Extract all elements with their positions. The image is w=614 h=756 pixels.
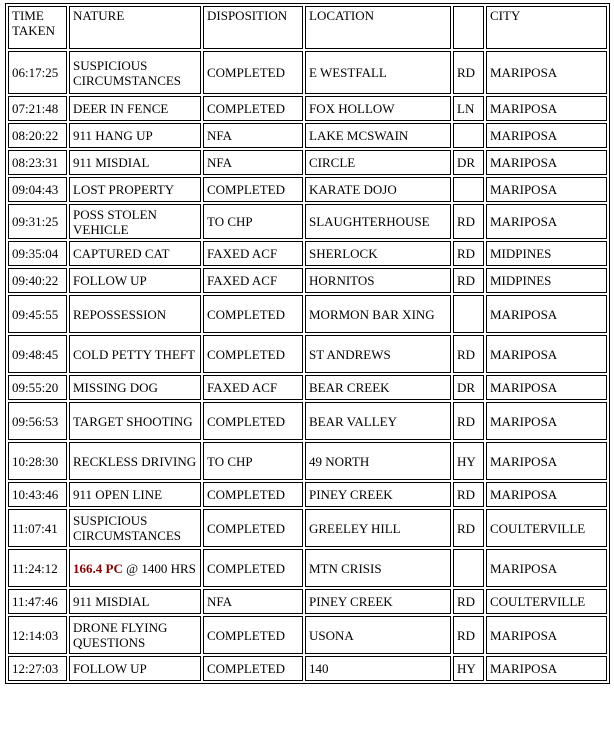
disposition-cell: COMPLETED	[203, 616, 303, 654]
street-suffix-cell: RD	[453, 51, 484, 94]
city-cell: MARIPOSA	[486, 616, 607, 654]
location-cell: BEAR VALLEY	[305, 402, 451, 440]
city-cell: MARIPOSA	[486, 402, 607, 440]
time-cell: 09:04:43	[8, 177, 67, 202]
table-row	[8, 549, 607, 587]
table-row	[8, 482, 607, 507]
nature-cell: DEER IN FENCE	[69, 96, 201, 121]
disposition-cell: TO CHP	[203, 442, 303, 480]
table-row	[8, 509, 607, 547]
time-cell: 12:27:03	[8, 656, 67, 681]
street-suffix-cell: HY	[453, 656, 484, 681]
disposition-cell: NFA	[203, 589, 303, 614]
location-cell: CIRCLE	[305, 150, 451, 175]
nature-cell: FOLLOW UP	[69, 656, 201, 681]
street-suffix-cell: RD	[453, 268, 484, 293]
header-street-suffix	[453, 6, 484, 49]
city-cell: COULTERVILLE	[486, 589, 607, 614]
call-log-table	[5, 3, 610, 684]
table-row	[8, 402, 607, 440]
street-suffix-cell: RD	[453, 616, 484, 654]
street-suffix-cell: RD	[453, 241, 484, 266]
header-location: LOCATION	[305, 6, 451, 49]
time-cell: 12:14:03	[8, 616, 67, 654]
disposition-cell: COMPLETED	[203, 335, 303, 373]
location-cell: LAKE MCSWAIN	[305, 123, 451, 148]
table-row	[8, 656, 607, 681]
city-cell: MARIPOSA	[486, 96, 607, 121]
table-row	[8, 442, 607, 480]
location-cell: FOX HOLLOW	[305, 96, 451, 121]
location-cell: SHERLOCK	[305, 241, 451, 266]
city-cell: MARIPOSA	[486, 123, 607, 148]
table-row	[8, 335, 607, 373]
location-cell: SLAUGHTERHOUSE	[305, 204, 451, 239]
table-row	[8, 241, 607, 266]
nature-cell: 911 OPEN LINE	[69, 482, 201, 507]
nature-cell: POSS STOLEN VEHICLE	[69, 204, 201, 239]
table-row	[8, 177, 607, 202]
disposition-cell: FAXED ACF	[203, 268, 303, 293]
header-disposition: DISPOSITION	[203, 6, 303, 49]
city-cell: MARIPOSA	[486, 177, 607, 202]
header-nature: NATURE	[69, 6, 201, 49]
city-cell: MARIPOSA	[486, 482, 607, 507]
street-suffix-cell: RD	[453, 402, 484, 440]
penal-code-highlight: 166.4 PC	[73, 560, 123, 576]
table-row	[8, 589, 607, 614]
city-cell: MARIPOSA	[486, 442, 607, 480]
street-suffix-cell: RD	[453, 482, 484, 507]
time-cell: 11:24:12	[8, 549, 67, 587]
table-row	[8, 51, 607, 94]
city-cell: MARIPOSA	[486, 335, 607, 373]
nature-cell: RECKLESS DRIVING	[69, 442, 201, 480]
disposition-cell: COMPLETED	[203, 549, 303, 587]
location-cell: PINEY CREEK	[305, 589, 451, 614]
street-suffix-cell: RD	[453, 509, 484, 547]
time-cell: 09:31:25	[8, 204, 67, 239]
disposition-cell: COMPLETED	[203, 509, 303, 547]
time-cell: 09:35:04	[8, 241, 67, 266]
city-cell: COULTERVILLE	[486, 509, 607, 547]
disposition-cell: COMPLETED	[203, 402, 303, 440]
city-cell: MARIPOSA	[486, 204, 607, 239]
location-cell: KARATE DOJO	[305, 177, 451, 202]
nature-cell	[69, 549, 201, 587]
city-cell: MIDPINES	[486, 241, 607, 266]
nature-cell: SUSPICIOUS CIRCUMSTANCES	[69, 509, 201, 547]
time-cell: 06:17:25	[8, 51, 67, 94]
disposition-cell: COMPLETED	[203, 51, 303, 94]
header-city: CITY	[486, 6, 607, 49]
disposition-cell: TO CHP	[203, 204, 303, 239]
location-cell: HORNITOS	[305, 268, 451, 293]
disposition-cell: COMPLETED	[203, 482, 303, 507]
location-cell: E WESTFALL	[305, 51, 451, 94]
street-suffix-cell	[453, 295, 484, 333]
nature-cell: 911 HANG UP	[69, 123, 201, 148]
location-cell: 140	[305, 656, 451, 681]
city-cell: MARIPOSA	[486, 656, 607, 681]
table-row	[8, 123, 607, 148]
time-cell: 08:20:22	[8, 123, 67, 148]
street-suffix-cell: DR	[453, 150, 484, 175]
disposition-cell: FAXED ACF	[203, 375, 303, 400]
nature-cell: 911 MISDIAL	[69, 589, 201, 614]
street-suffix-cell: RD	[453, 204, 484, 239]
header-time-taken: TIME TAKEN	[8, 6, 67, 49]
location-cell: MTN CRISIS	[305, 549, 451, 587]
street-suffix-cell: RD	[453, 589, 484, 614]
disposition-cell: COMPLETED	[203, 177, 303, 202]
nature-cell: FOLLOW UP	[69, 268, 201, 293]
nature-cell: DRONE FLYING QUESTIONS	[69, 616, 201, 654]
location-cell: GREELEY HILL	[305, 509, 451, 547]
location-cell: BEAR CREEK	[305, 375, 451, 400]
street-suffix-cell	[453, 177, 484, 202]
table-row	[8, 204, 607, 239]
nature-text: @ 1400 HRS	[122, 560, 196, 576]
nature-cell: MISSING DOG	[69, 375, 201, 400]
location-cell: USONA	[305, 616, 451, 654]
nature-cell: TARGET SHOOTING	[69, 402, 201, 440]
nature-cell: SUSPICIOUS CIRCUMSTANCES	[69, 51, 201, 94]
table-row	[8, 375, 607, 400]
street-suffix-cell	[453, 123, 484, 148]
street-suffix-cell	[453, 549, 484, 587]
nature-cell: COLD PETTY THEFT	[69, 335, 201, 373]
disposition-cell: COMPLETED	[203, 96, 303, 121]
disposition-cell: NFA	[203, 123, 303, 148]
city-cell: MIDPINES	[486, 268, 607, 293]
nature-cell: LOST PROPERTY	[69, 177, 201, 202]
disposition-cell: NFA	[203, 150, 303, 175]
street-suffix-cell: HY	[453, 442, 484, 480]
location-cell: 49 NORTH	[305, 442, 451, 480]
location-cell: MORMON BAR XING	[305, 295, 451, 333]
time-cell: 09:45:55	[8, 295, 67, 333]
table-row	[8, 268, 607, 293]
time-cell: 09:48:45	[8, 335, 67, 373]
street-suffix-cell: DR	[453, 375, 484, 400]
nature-cell: CAPTURED CAT	[69, 241, 201, 266]
table-row	[8, 96, 607, 121]
disposition-cell: FAXED ACF	[203, 241, 303, 266]
time-cell: 08:23:31	[8, 150, 67, 175]
disposition-cell: COMPLETED	[203, 295, 303, 333]
nature-cell: REPOSSESSION	[69, 295, 201, 333]
table-row	[8, 616, 607, 654]
time-cell: 07:21:48	[8, 96, 67, 121]
city-cell: MARIPOSA	[486, 549, 607, 587]
city-cell: MARIPOSA	[486, 295, 607, 333]
city-cell: MARIPOSA	[486, 375, 607, 400]
street-suffix-cell: LN	[453, 96, 484, 121]
time-cell: 09:56:53	[8, 402, 67, 440]
nature-cell: 911 MISDIAL	[69, 150, 201, 175]
location-cell: PINEY CREEK	[305, 482, 451, 507]
street-suffix-cell: RD	[453, 335, 484, 373]
time-cell: 10:43:46	[8, 482, 67, 507]
header-row	[8, 6, 607, 49]
time-cell: 09:55:20	[8, 375, 67, 400]
time-cell: 10:28:30	[8, 442, 67, 480]
disposition-cell: COMPLETED	[203, 656, 303, 681]
time-cell: 11:07:41	[8, 509, 67, 547]
time-cell: 11:47:46	[8, 589, 67, 614]
table-row	[8, 295, 607, 333]
location-cell: ST ANDREWS	[305, 335, 451, 373]
city-cell: MARIPOSA	[486, 51, 607, 94]
time-cell: 09:40:22	[8, 268, 67, 293]
table-row	[8, 150, 607, 175]
city-cell: MARIPOSA	[486, 150, 607, 175]
